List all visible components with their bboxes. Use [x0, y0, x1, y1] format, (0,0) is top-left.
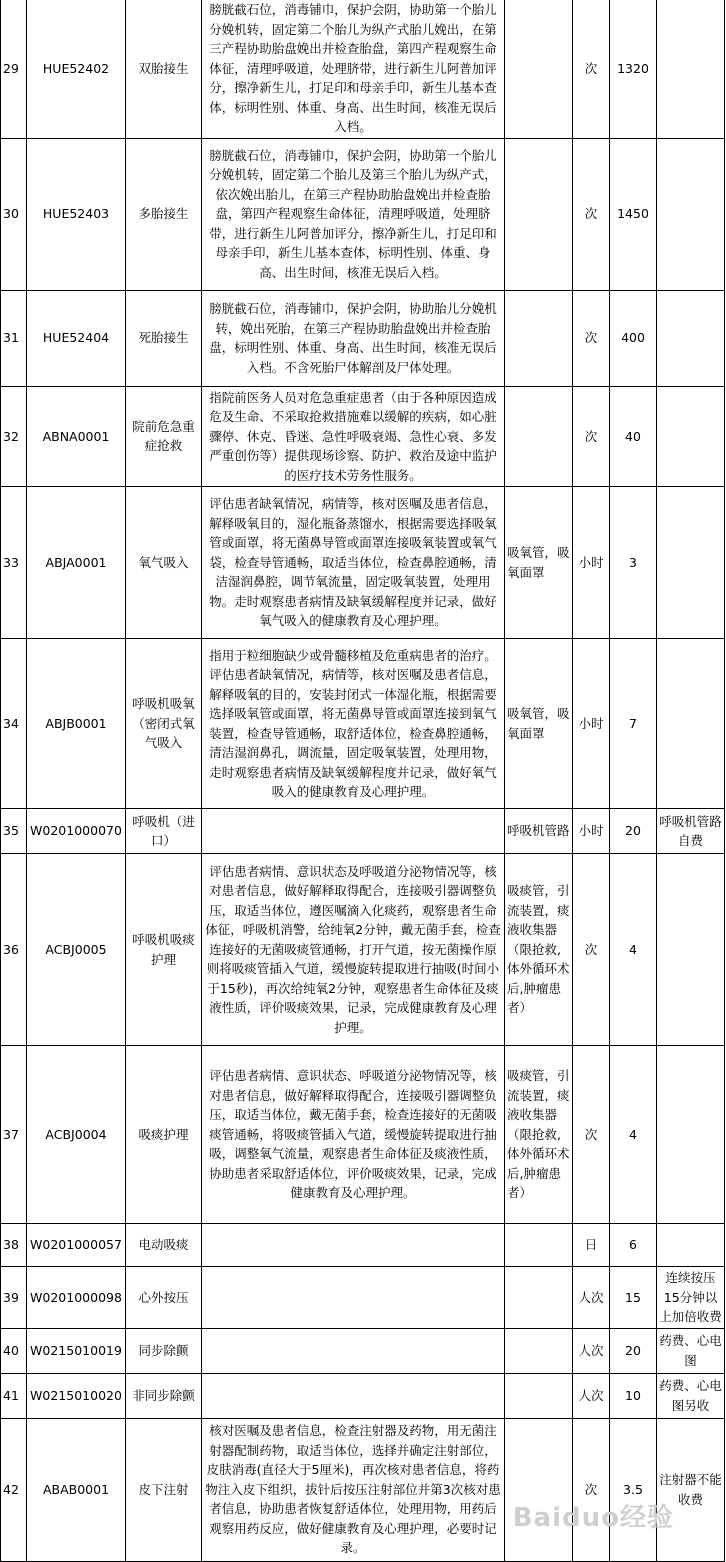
item-name-cell: 心外按压 — [126, 1267, 202, 1329]
row-number-cell: 42 — [1, 1418, 27, 1561]
table-row — [1, 0, 725, 138]
pricing-unit-cell: 次 — [573, 854, 610, 1046]
table-row — [1, 138, 725, 290]
pricing-unit-cell: 人次 — [573, 1267, 610, 1329]
excluded-material-cell: 呼吸机管路 — [505, 809, 573, 854]
table-body — [1, 0, 725, 1561]
item-name-cell: 双胎接生 — [126, 0, 202, 138]
table-row — [1, 1328, 725, 1373]
item-description-cell — [202, 1328, 505, 1373]
item-code-cell: W0215010020 — [27, 1373, 126, 1418]
pricing-unit-cell: 次 — [573, 386, 610, 487]
item-name-cell: 电动吸痰 — [126, 1224, 202, 1267]
table-row — [1, 639, 725, 809]
item-code-cell: HUE52404 — [27, 290, 126, 386]
price-cell: 3.5 — [610, 1418, 657, 1561]
table-row — [1, 386, 725, 487]
remark-cell — [657, 487, 725, 639]
excluded-material-cell: 吸痰管，引流装置，痰液收集器（限抢救,体外循环术后,肿瘤患者） — [505, 854, 573, 1046]
table-row — [1, 290, 725, 386]
row-number-cell: 40 — [1, 1328, 27, 1373]
remark-cell — [657, 138, 725, 290]
remark-cell — [657, 639, 725, 809]
item-name-cell: 皮下注射 — [126, 1418, 202, 1561]
item-code-cell: HUE52402 — [27, 0, 126, 138]
row-number-cell: 32 — [1, 386, 27, 487]
excluded-material-cell — [505, 1373, 573, 1418]
excluded-material-cell: 吸氧管，吸氧面罩 — [505, 487, 573, 639]
row-number-cell: 35 — [1, 809, 27, 854]
table-row — [1, 809, 725, 854]
item-code-cell: W0215010019 — [27, 1328, 126, 1373]
remark-cell: 呼吸机管路自费 — [657, 809, 725, 854]
excluded-material-cell — [505, 138, 573, 290]
pricing-unit-cell: 次 — [573, 138, 610, 290]
row-number-cell: 39 — [1, 1267, 27, 1329]
price-cell: 1320 — [610, 0, 657, 138]
pricing-unit-cell: 小时 — [573, 809, 610, 854]
row-number-cell: 37 — [1, 1046, 27, 1224]
item-name-cell: 吸痰护理 — [126, 1046, 202, 1224]
remark-cell — [657, 0, 725, 138]
pricing-unit-cell: 人次 — [573, 1373, 610, 1418]
excluded-material-cell — [505, 386, 573, 487]
price-cell: 3 — [610, 487, 657, 639]
price-cell: 400 — [610, 290, 657, 386]
table-row — [1, 1267, 725, 1329]
item-name-cell: 非同步除颤 — [126, 1373, 202, 1418]
remark-cell: 连续按压15分钟以上加倍收费 — [657, 1267, 725, 1329]
price-cell: 4 — [610, 1046, 657, 1224]
item-description-cell — [202, 1373, 505, 1418]
table-row — [1, 1373, 725, 1418]
item-description-cell: 评估患者病情、意识状态、呼吸道分泌物情况等，核对患者信息，做好解释取得配合，连接吸引器调整负压，取适当体位，戴无菌手套，检查连接好的无菌吸痰管通畅，将吸痰管插入气道，缓慢旋转提取进行抽吸，调整氧气流量，观察患者生命体征及痰液性质，协助患者采取舒适体位，评价吸痰效果，记录，完成健康教育及心理护理。 — [202, 1046, 505, 1224]
excluded-material-cell — [505, 1224, 573, 1267]
row-number-cell: 29 — [1, 0, 27, 138]
pricing-unit-cell: 次 — [573, 0, 610, 138]
item-description-cell — [202, 1267, 505, 1329]
item-description-cell — [202, 1224, 505, 1267]
item-description-cell: 膀胱截石位，消毒铺巾，保护会阴，协助第一个胎儿分娩机转，固定第二个胎儿及第三个胎儿为纵产式，依次娩出胎儿，在第三产程协助胎盘娩出并检查胎盘，第四产程观察生命体征，清理呼吸道，处理脐带，进行新生儿阿普加评分，擦净新生儿，打足印和母亲手印，新生儿基本查体，标明性别、体重、身高、出生时间，核准无误后入档。 — [202, 138, 505, 290]
row-number-cell: 36 — [1, 854, 27, 1046]
item-code-cell: W0201000057 — [27, 1224, 126, 1267]
row-number-cell: 30 — [1, 138, 27, 290]
item-code-cell: ACBJ0004 — [27, 1046, 126, 1224]
pricing-unit-cell: 次 — [573, 290, 610, 386]
item-code-cell: HUE52403 — [27, 138, 126, 290]
item-name-cell: 院前危急重症抢救 — [126, 386, 202, 487]
remark-cell — [657, 386, 725, 487]
remark-cell — [657, 290, 725, 386]
price-cell: 4 — [610, 854, 657, 1046]
item-name-cell: 氧气吸入 — [126, 487, 202, 639]
excluded-material-cell: 吸痰管，引流装置，痰液收集器（限抢救,体外循环术后,肿瘤患者） — [505, 1046, 573, 1224]
item-code-cell: ABAB0001 — [27, 1418, 126, 1561]
price-cell: 15 — [610, 1267, 657, 1329]
price-cell: 10 — [610, 1373, 657, 1418]
item-description-cell: 指用于粒细胞缺少或骨髓移植及危重病患者的治疗。评估患者缺氧情况，病情等，核对医嘱及患者信息，解释吸氧的目的，安装封闭式一体湿化瓶，根据需要选择吸氧管或面罩，将无菌鼻导管或面罩连接到氧气装置，检查导管通畅，取舒适体位，检查鼻腔通畅，清洁湿润鼻孔，调流量，固定吸氧装置，处理用物，走时观察患者病情及缺氧缓解程度并记录，做好氧气吸入的健康教育及心理护理。 — [202, 639, 505, 809]
pricing-unit-cell: 次 — [573, 1046, 610, 1224]
item-code-cell: ABJB0001 — [27, 639, 126, 809]
table-row — [1, 1418, 725, 1561]
excluded-material-cell — [505, 1267, 573, 1329]
item-description-cell: 评估患者病情、意识状态及呼吸道分泌物情况等，核对患者信息，做好解释取得配合，连接吸引器调整负压，取适当体位，遵医嘱滴入化痰药，观察患者生命体征，呼吸机消警，给纯氧2分钟，戴无菌手套，检查连接好的无菌吸痰管通畅，打开气道，按无菌操作原则将吸痰管插入气道，缓慢旋转提取进行抽吸(时间小于15秒)，再次给纯氧2分钟，观察患者生命体征及痰液性质，评价吸痰效果，记录，完成健康教育及心理护理。 — [202, 854, 505, 1046]
price-cell: 20 — [610, 1328, 657, 1373]
item-description-cell: 膀胱截石位，消毒铺巾，保护会阴，协助第一个胎儿分娩机转，固定第二个胎儿为纵产式胎儿娩出，在第三产程协助胎盘娩出并检查胎盘，第四产程观察生命体征，清理呼吸道，处理脐带，进行新生儿阿普加评分，擦净新生儿，打足印和母亲手印，新生儿基本查体，标明性别、体重、身高、出生时间，核准无误后入档。 — [202, 0, 505, 138]
item-description-cell: 指院前医务人员对危急重症患者（由于各种原因造成危及生命、不采取抢救措施难以缓解的疾病，如心脏骤停、休克、昏迷、急性呼吸衰竭、急性心衰、多发严重创伤等）提供现场诊察、防护、救治及途中监护的医疗技术劳务性服务。 — [202, 386, 505, 487]
item-code-cell: W0201000070 — [27, 809, 126, 854]
price-cell: 40 — [610, 386, 657, 487]
item-code-cell: ABNA0001 — [27, 386, 126, 487]
table-row — [1, 487, 725, 639]
table-row — [1, 854, 725, 1046]
item-code-cell: ABJA0001 — [27, 487, 126, 639]
remark-cell — [657, 1224, 725, 1267]
item-name-cell: 呼吸机吸痰护理 — [126, 854, 202, 1046]
row-number-cell: 33 — [1, 487, 27, 639]
price-cell: 20 — [610, 809, 657, 854]
item-description-cell: 核对医嘱及患者信息，检查注射器及药物，用无菌注射器配制药物，取适当体位，选择并确定注射部位，皮肤消毒(直径大于5厘米)，再次核对患者信息，将药物注入皮下组织，拔针后按压注射部位并第3次核对患者信息，协助患者恢复舒适体位，处理用物，用药后观察用药反应，做好健康教育及心理护理，必要时记录。 — [202, 1418, 505, 1561]
excluded-material-cell — [505, 290, 573, 386]
remark-cell — [657, 854, 725, 1046]
item-description-cell: 评估患者缺氧情况，病情等，核对医嘱及患者信息，解释吸氧目的，湿化瓶备蒸馏水，根据需要选择吸氧管或面罩，将无菌鼻导管或面罩连接吸氧装置或氧气袋，检查导管通畅，取适当体位，检查鼻腔通畅，清洁湿润鼻腔，调节氧流量，固定吸氧装置，处理用物。走时观察患者病情及缺氧缓解程度并记录，做好氧气吸入的健康教育及心理护理。 — [202, 487, 505, 639]
table-row — [1, 1046, 725, 1224]
row-number-cell: 31 — [1, 290, 27, 386]
table-row — [1, 1224, 725, 1267]
item-name-cell: 多胎接生 — [126, 138, 202, 290]
item-name-cell: 呼吸机（进口） — [126, 809, 202, 854]
pricing-unit-cell: 小时 — [573, 487, 610, 639]
item-code-cell: ACBJ0005 — [27, 854, 126, 1046]
pricing-unit-cell: 日 — [573, 1224, 610, 1267]
pricing-unit-cell: 人次 — [573, 1328, 610, 1373]
pricing-unit-cell: 小时 — [573, 639, 610, 809]
item-code-cell: W0201000098 — [27, 1267, 126, 1329]
excluded-material-cell — [505, 1328, 573, 1373]
item-description-cell: 膀胱截石位，消毒铺巾，保护会阴，协助胎儿分娩机转，娩出死胎，在第三产程协助胎盘娩出并检查胎盘，标明性别、体重、身高、出生时间，核准无误后入档。不含死胎尸体解剖及尸体处理。 — [202, 290, 505, 386]
remark-cell: 药费、心电图 — [657, 1328, 725, 1373]
price-cell: 6 — [610, 1224, 657, 1267]
remark-cell: 药费、心电图另收 — [657, 1373, 725, 1418]
item-name-cell: 同步除颤 — [126, 1328, 202, 1373]
excluded-material-cell — [505, 1418, 573, 1561]
excluded-material-cell: 吸氧管，吸氧面罩 — [505, 639, 573, 809]
remark-cell: 注射器不能收费 — [657, 1418, 725, 1561]
item-description-cell — [202, 809, 505, 854]
excluded-material-cell — [505, 0, 573, 138]
price-cell: 7 — [610, 639, 657, 809]
remark-cell — [657, 1046, 725, 1224]
item-name-cell: 死胎接生 — [126, 290, 202, 386]
row-number-cell: 38 — [1, 1224, 27, 1267]
row-number-cell: 34 — [1, 639, 27, 809]
price-cell: 1450 — [610, 138, 657, 290]
pricing-unit-cell: 次 — [573, 1418, 610, 1561]
row-number-cell: 41 — [1, 1373, 27, 1418]
item-name-cell: 呼吸机吸氧（密闭式氧气吸入 — [126, 639, 202, 809]
baidu-watermark-logo: Baiduo经验 — [512, 1503, 674, 1533]
